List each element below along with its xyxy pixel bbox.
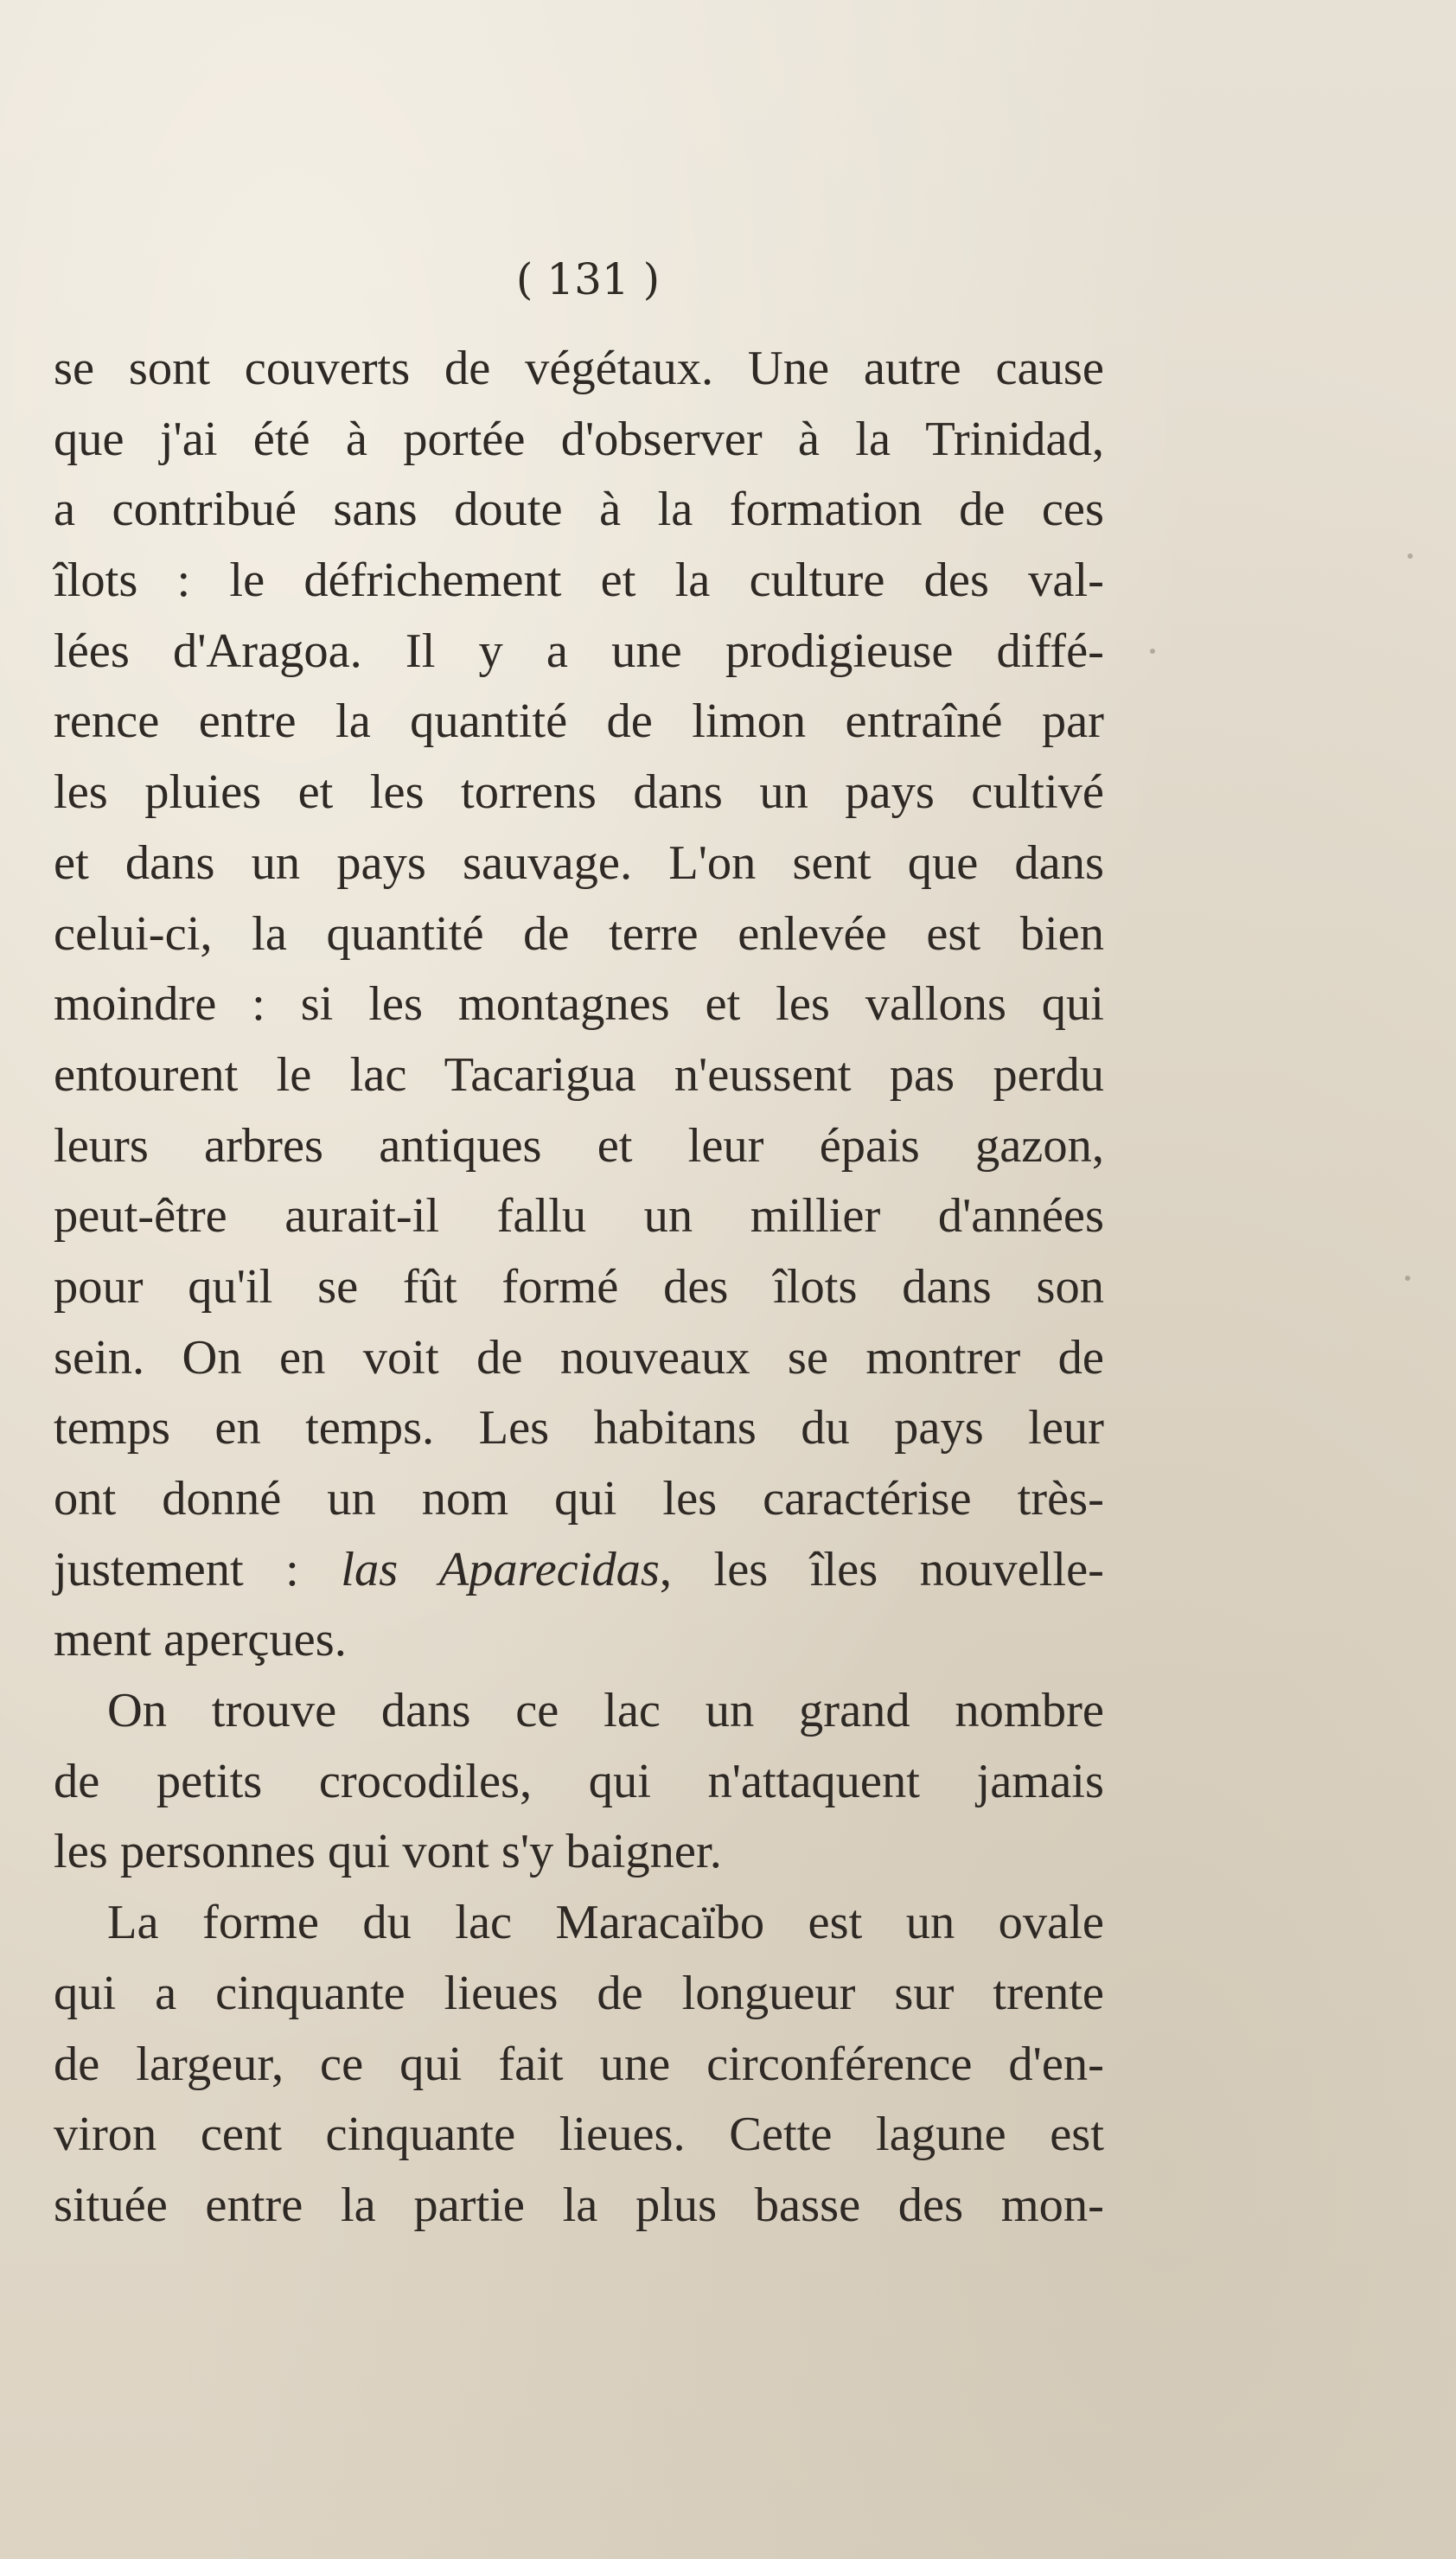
text-line: rence entre la quantité de limon entraîné par: [54, 694, 1104, 749]
text-line: a contribué sans doute à la formation de ces: [54, 483, 1104, 537]
text-line: que j'ai été à portée d'observer à la Trinidad,: [54, 412, 1104, 466]
paper-speck: [1408, 553, 1413, 559]
paragraph-end-line: les personnes qui vont s'y baigner.: [54, 1825, 722, 1879]
text-line: située entre la partie la plus basse des mon-: [54, 2178, 1104, 2232]
text-line: de petits crocodiles, qui n'attaquent jamais: [54, 1754, 1104, 1808]
text-line: qui a cinquante lieues de longueur sur trente: [54, 1966, 1104, 2020]
text-line: et dans un pays sauvage. L'on sent que dans: [54, 835, 1104, 890]
text-line-italic: [54, 1535, 1104, 1606]
body-text: [54, 334, 1104, 2242]
text-line: îlots : le défrichement et la culture des val-: [54, 553, 1104, 608]
text-segment: , les îles nouvelle-: [659, 1542, 1104, 1596]
italic-term: las Aparecidas: [341, 1542, 660, 1596]
paragraph-end-line: ment aperçues.: [54, 1613, 347, 1667]
text-line: de largeur, ce qui fait une circonférence d'en-: [54, 2037, 1104, 2091]
text-line: les pluies et les torrens dans un pays cultivé: [54, 765, 1104, 820]
text-line: viron cent cinquante lieues. Cette lagune est: [54, 2108, 1104, 2162]
text-line: celui-ci, la quantité de terre enlevée est bien: [54, 906, 1104, 961]
paper-speck: [1150, 649, 1155, 654]
text-line: La forme du lac Maracaïbo est un ovale: [107, 1896, 1104, 1950]
text-line: entourent le lac Tacarigua n'eussent pas perdu: [54, 1047, 1104, 1102]
text-line: temps en temps. Les habitans du pays leur: [54, 1401, 1104, 1455]
text-line: se sont couverts de végétaux. Une autre cause: [54, 342, 1104, 395]
text-line: On trouve dans ce lac un grand nombre: [107, 1684, 1104, 1738]
page-number: ( 131 ): [515, 254, 661, 304]
text-line: leurs arbres antiques et leur épais gazon,: [54, 1118, 1104, 1173]
text-line: ont donné un nom qui les caractérise très-: [54, 1472, 1104, 1526]
text-line: moindre : si les montagnes et les vallons qui: [54, 977, 1104, 1032]
text-line: peut-être aurait-il fallu un millier d'années: [54, 1189, 1104, 1244]
text-segment: justement :: [54, 1542, 342, 1596]
paper-speck: [1405, 1276, 1410, 1281]
text-line: sein. On en voit de nouveaux se montrer de: [54, 1330, 1104, 1385]
text-line: lées d'Aragoa. Il y a une prodigieuse diffé-: [54, 624, 1104, 678]
text-line: pour qu'il se fût formé des îlots dans son: [54, 1259, 1104, 1314]
